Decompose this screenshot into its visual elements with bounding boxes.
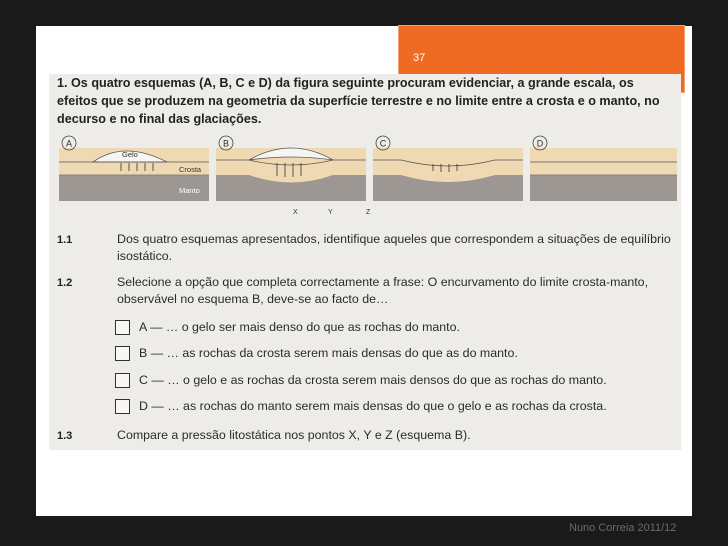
option-d-checkbox[interactable] — [115, 399, 130, 414]
slide-number: 37 — [413, 52, 426, 64]
isostasy-figure — [49, 134, 681, 216]
textbook-photo — [49, 74, 681, 450]
main-question-number: 1. — [57, 76, 68, 90]
panel-label-b: B — [222, 138, 230, 149]
panel-label-c: C — [379, 138, 387, 149]
option-c-checkbox[interactable] — [115, 373, 130, 388]
question-1-3-text: Compare a pressão litostática nos pontos X, Y e Z (esquema B). — [117, 428, 471, 442]
question-1-2-text: Selecione a opção que completa correctamente a frase: O encurvamento do limite crosta-manto, observável no esquema B, deve-se ao facto de… — [117, 275, 649, 306]
panel-b — [216, 136, 371, 216]
point-y-label: Y — [328, 209, 333, 216]
main-question-text: Os quatro esquemas (A, B, C e D) da figura seguinte procuram evidenciar, a grande escala, os efeitos que se produzem na geometria da superfície terrestre e no limite entre a crosta e o manto, no decurso e no final das glaciações. — [57, 76, 660, 126]
option-a-checkbox[interactable] — [115, 320, 130, 335]
panel-d — [530, 136, 677, 201]
main-question — [57, 74, 677, 128]
crust-label: Crosta — [179, 165, 202, 174]
point-x-label: X — [293, 209, 298, 216]
option-b-checkbox[interactable] — [115, 346, 130, 361]
panel-label-a: A — [65, 138, 73, 149]
slide-footer: Nuno Correia 2011/12 — [569, 522, 677, 534]
panel-c — [373, 136, 523, 201]
panel-label-d: D — [536, 138, 544, 149]
option-d-text: D — … as rochas do manto serem mais densas do que o gelo e as rochas da crosta. — [139, 399, 607, 413]
option-c-text: C — … o gelo e as rochas da crosta serem mais densos do que as rochas do manto. — [139, 373, 607, 387]
question-1-1-number: 1.1 — [57, 234, 73, 246]
option-a-text: A — … o gelo ser mais denso do que as rochas do manto. — [139, 320, 460, 334]
ice-label: Gelo — [122, 150, 138, 159]
option-b-text: B — … as rochas da crosta serem mais densas do que as do manto. — [139, 346, 518, 360]
question-1-1-text: Dos quatro esquemas apresentados, identifique aqueles que correspondem a situações de equilíbrio isostático. — [117, 232, 671, 263]
question-1-3-number: 1.3 — [57, 430, 73, 442]
point-z-label: Z — [366, 209, 371, 216]
question-1-2-number: 1.2 — [57, 277, 73, 289]
panel-a — [59, 136, 209, 201]
mantle-label: Manto — [179, 186, 200, 195]
